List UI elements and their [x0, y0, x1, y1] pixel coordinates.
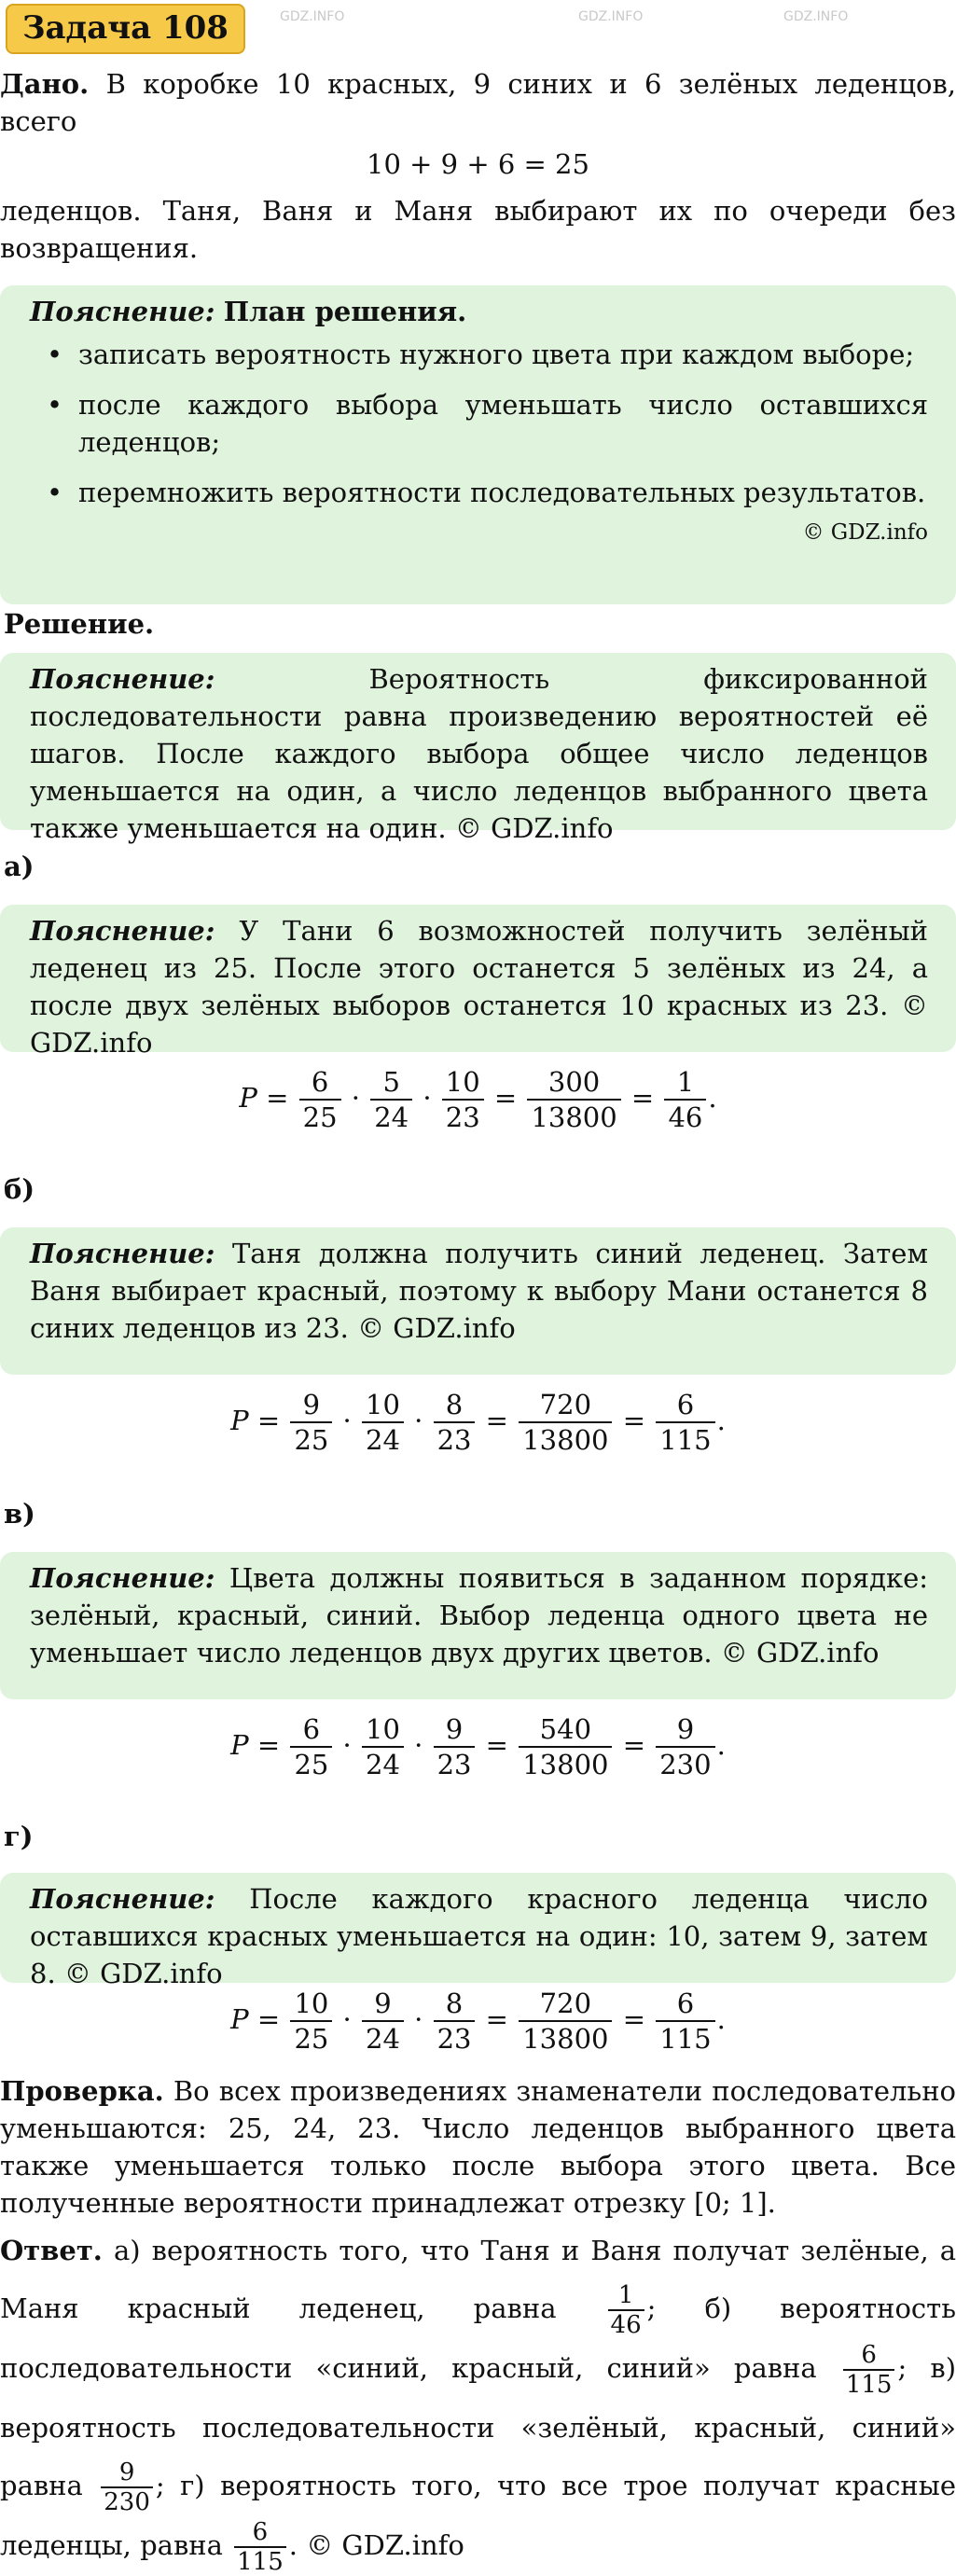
answer-text: ; в) вероятность последовательности «зелёный, красный, синий» равна [0, 2352, 956, 2501]
formula-variable: P [230, 2003, 249, 2035]
answer-text: ; г) вероятность того, что все трое получат красные леденцы, равна [0, 2470, 956, 2561]
plan-item: • перемножить вероятности последовательных результатов. [47, 474, 928, 511]
part-a-note [0, 905, 956, 1059]
fraction: $\frac{540}{13800}$ [519, 1712, 612, 1781]
fraction: $\frac{10}{24}$ [362, 1712, 404, 1781]
answer-text: . © GDZ.info [288, 2529, 464, 2561]
plan-note [0, 285, 956, 604]
fraction: $\frac{1}{46}$ [664, 1065, 706, 1134]
fraction: $\frac{10}{25}$ [290, 1987, 332, 2056]
part-a-label: а) [4, 851, 35, 882]
watermark: GDZ.INFO [783, 9, 849, 24]
fraction: $\frac{9}{24}$ [362, 1987, 404, 2056]
given-text-1: В коробке 10 красных, 9 синих и 6 зелёных леденцов, всего [0, 68, 956, 137]
fraction: $\frac{6}{115}$ [656, 1388, 714, 1457]
fraction: $\frac{5}{24}$ [370, 1065, 412, 1134]
fraction: $\frac{9}{23}$ [434, 1712, 476, 1781]
fraction: $\frac{720}{13800}$ [519, 1388, 612, 1457]
part-c-note [0, 1552, 956, 1699]
part-c-formula: P = $\frac{6}{25}$ · $\frac{10}{24}$ · $\frac{9}{23}$ = $\frac{540}{13800}$ = $\frac{9}{230}$ . [230, 1713, 726, 1780]
fraction: $\frac{8}{23}$ [434, 1388, 476, 1457]
given-text-2: леденцов. Таня, Ваня и Маня выбирают их по очереди без возвращения. [0, 195, 956, 264]
answer-text: а) вероятность того, что Таня и Ваня получат зелёные, а Маня красный леденец, равна [0, 2235, 956, 2324]
plan-list [30, 336, 928, 511]
fraction: $\frac{10}{23}$ [442, 1065, 484, 1134]
part-b-note [0, 1227, 956, 1375]
part-d-note [0, 1873, 956, 1989]
fraction: $\frac{6}{115}$ [843, 2341, 895, 2399]
fraction: $\frac{300}{13800}$ [527, 1065, 620, 1134]
formula-variable: P [230, 1405, 249, 1436]
formula-variable: P [230, 1729, 249, 1761]
formula-variable: P [239, 1082, 257, 1114]
fraction: $\frac{10}{24}$ [362, 1388, 404, 1457]
part-b-note-text: Таня должна получить синий леденец. Затем Ваня выбирает красный, поэтому к выбору Мани останется 8 синих леденцов из 23. © GDZ.info [30, 1238, 928, 1344]
plan-heading [30, 293, 928, 330]
part-d-note-label: Пояснение: [30, 1883, 215, 1915]
fraction: $\frac{1}{46}$ [608, 2281, 644, 2339]
fraction: $\frac{8}{23}$ [434, 1987, 476, 2056]
task-title: Задача 108 [6, 4, 245, 54]
part-d-note-text: После каждого красного леденца число оставшихся красных уменьшается на один: 10, затем 9, затем 8. © GDZ.info [30, 1883, 928, 1989]
part-d-label: г) [4, 1821, 34, 1852]
given-equation: 10 + 9 + 6 = 25 [367, 148, 589, 180]
fraction: $\frac{9}{230}$ [656, 1712, 714, 1781]
part-b-note-label: Пояснение: [30, 1238, 215, 1269]
plan-item: • после каждого выбора уменьшать число оставшихся леденцов; [47, 386, 928, 461]
solution-label: Решение. [4, 608, 155, 640]
part-c-label: в) [4, 1498, 35, 1530]
given-line-1 [0, 65, 956, 140]
check-label: Проверка. [0, 2075, 164, 2107]
part-d-formula: P = $\frac{10}{25}$ · $\frac{9}{24}$ · $\frac{8}{23}$ = $\frac{720}{13800}$ = $\frac{6}{115}$ . [230, 1987, 726, 2055]
part-a-note-text: У Тани 6 возможностей получить зелёный леденец из 25. После этого останется 5 зелёных из 24, а после двух зелёных выборов останется 10 красных из 23. © GDZ.info [30, 915, 928, 1059]
plan-heading-text: План решения. [223, 296, 467, 327]
part-c-note-text: Цвета должны появиться в заданном порядке: зелёный, красный, синий. Выбор леденца одного цвета не уменьшает число леденцов двух других цветов. © GDZ.info [30, 1562, 929, 1669]
check-text: Во всех произведениях знаменатели последовательно уменьшаются: 25, 24, 23. Число леденцов выбранного цвета также уменьшается только после выбора этого цвета. Все полученные вероятности принадлежат отрезку [0; 1]. [0, 2075, 956, 2219]
fraction: $\frac{9}{230}$ [101, 2458, 153, 2516]
fraction: $\frac{720}{13800}$ [519, 1987, 612, 2056]
fraction: $\frac{6}{25}$ [290, 1712, 332, 1781]
answer-text: ; б) вероятность последовательности «синий, красный, синий» равна [0, 2292, 956, 2384]
given-section [0, 65, 956, 267]
fraction: $\frac{6}{115}$ [234, 2518, 286, 2576]
answer-label: Ответ. [0, 2235, 103, 2266]
part-a-formula: P = $\frac{6}{25}$ · $\frac{5}{24}$ · $\frac{10}{23}$ = $\frac{300}{13800}$ = $\frac{1}{46}$ . [239, 1066, 717, 1133]
watermark: GDZ.INFO [280, 9, 345, 24]
given-label: Дано. [0, 68, 90, 100]
part-c-note-label: Пояснение: [30, 1562, 215, 1594]
part-b-formula: P = $\frac{9}{25}$ · $\frac{10}{24}$ · $\frac{8}{23}$ = $\frac{720}{13800}$ = $\frac{6}{115}$ . [230, 1389, 726, 1456]
watermark: GDZ.INFO [578, 9, 644, 24]
part-b-label: б) [4, 1173, 35, 1205]
solution-note-text: Вероятность фиксированной последовательности равна произведению вероятностей её шагов. После каждого выбора общее число леденцов уменьшается на один, а число леденцов выбранного цвета также уменьшается на один. © GDZ.info [30, 663, 928, 844]
part-a-note-label: Пояснение: [30, 915, 215, 947]
fraction: $\frac{6}{25}$ [299, 1065, 341, 1134]
check-section [0, 2072, 956, 2222]
plan-item: • записать вероятность нужного цвета при каждом выборе; [47, 336, 928, 373]
fraction: $\frac{6}{115}$ [656, 1987, 714, 2056]
solution-note-label: Пояснение: [30, 663, 215, 695]
solution-note [0, 653, 956, 844]
plan-copyright: © GDZ.info [802, 520, 928, 545]
fraction: $\frac{9}{25}$ [290, 1388, 332, 1457]
answer-section [0, 2222, 956, 2576]
plan-note-label: Пояснение: [30, 296, 215, 327]
